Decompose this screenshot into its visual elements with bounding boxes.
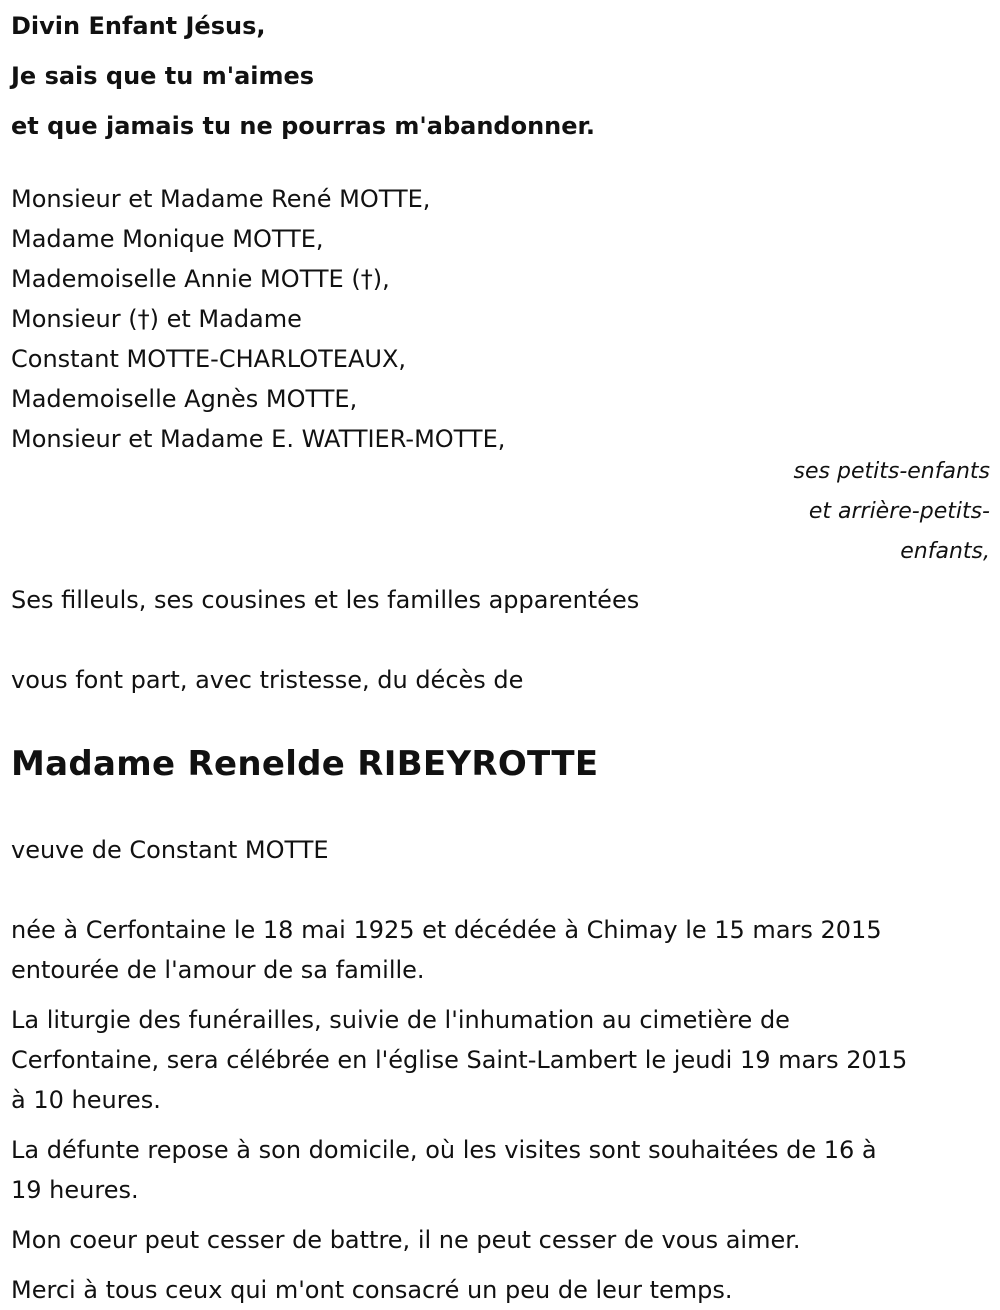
relation-line-1: ses petits-enfants [793, 459, 990, 484]
family-member: Monsieur (†) et Madame [11, 305, 302, 333]
prayer-line-1: Divin Enfant Jésus, [11, 12, 266, 40]
visits-line-2: 19 heures. [11, 1176, 139, 1204]
family-member: Monsieur et Madame E. WATTIER-MOTTE, [11, 425, 506, 453]
obituary-notice [11, 0, 991, 1310]
visits-line-1: La défunte repose à son domicile, où les visites sont souhaitées de 16 à [11, 1136, 877, 1164]
prayer-line-3: et que jamais tu ne pourras m'abandonner. [11, 112, 596, 140]
announcement-line: vous font part, avec tristesse, du décès de [11, 666, 524, 694]
prayer-verse [11, 1, 991, 151]
family-member: Constant MOTTE-CHARLOTEAUX, [11, 345, 407, 373]
dates-line-1: née à Cerfontaine le 18 mai 1925 et décédée à Chimay le 15 mars 2015 [11, 916, 882, 944]
quote-line: Mon coeur peut cesser de battre, il ne peut cesser de vous aimer. [11, 1226, 801, 1254]
relation-line-2: et arrière-petits- [808, 499, 990, 524]
prayer-line-2: Je sais que tu m'aimes [11, 62, 315, 90]
family-member: Mademoiselle Annie MOTTE (†), [11, 265, 390, 293]
deceased-name: Madame Renelde RIBEYROTTE [11, 744, 599, 784]
visits-paragraph [11, 1130, 991, 1210]
birth-death-dates [11, 910, 991, 990]
relation-line-3: enfants, [900, 539, 990, 564]
thanks-line: Merci à tous ceux qui m'ont consacré un peu de leur temps. [11, 1276, 733, 1304]
family-list [11, 179, 991, 459]
liturgy-line-3: à 10 heures. [11, 1086, 161, 1114]
dates-line-2: entourée de l'amour de sa famille. [11, 956, 425, 984]
liturgy-paragraph [11, 1000, 991, 1120]
family-member: Monsieur et Madame René MOTTE, [11, 185, 431, 213]
family-member: Mademoiselle Agnès MOTTE, [11, 385, 358, 413]
family-member: Madame Monique MOTTE, [11, 225, 324, 253]
widow-line: veuve de Constant MOTTE [11, 836, 329, 864]
liturgy-line-1: La liturgie des funérailles, suivie de l'inhumation au cimetière de [11, 1006, 790, 1034]
relation-caption [11, 452, 991, 572]
godchildren-line: Ses filleuls, ses cousines et les familles apparentées [11, 586, 640, 614]
liturgy-line-2: Cerfontaine, sera célébrée en l'église Saint-Lambert le jeudi 19 mars 2015 [11, 1046, 908, 1074]
